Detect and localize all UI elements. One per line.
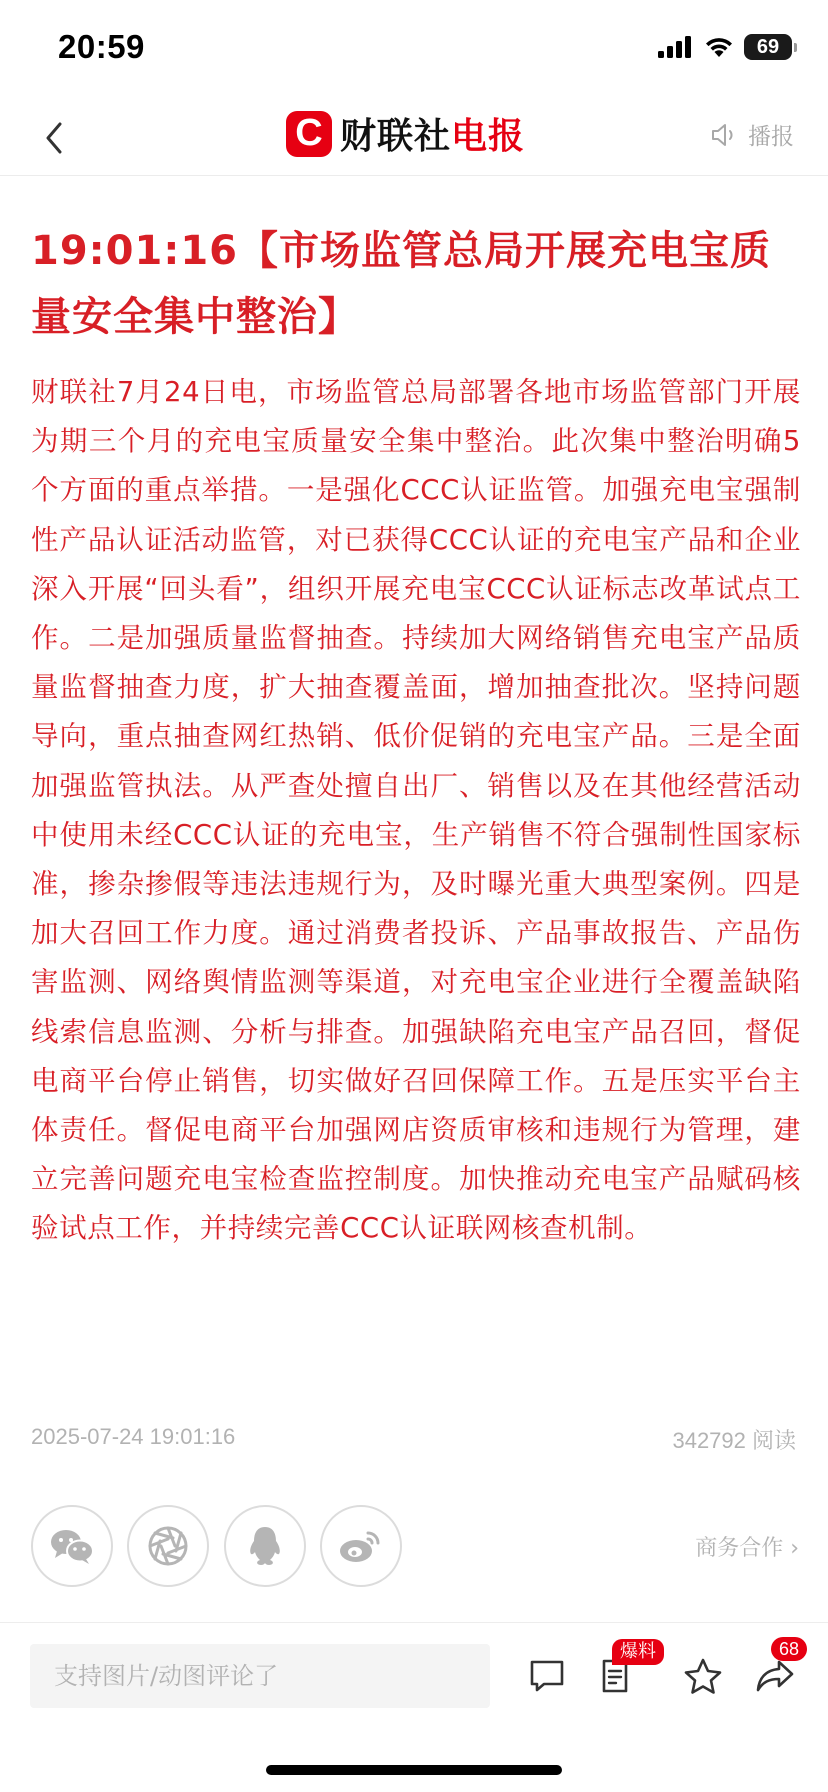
brand-name <box>340 108 525 159</box>
status-icons <box>658 34 792 60</box>
comment-button[interactable] <box>524 1653 570 1699</box>
wechat-icon <box>49 1527 95 1565</box>
back-button[interactable] <box>34 116 74 160</box>
weibo-icon <box>338 1527 384 1565</box>
business-cooperation-link[interactable]: 商务合作 › <box>695 1536 799 1561</box>
brand-logo <box>286 108 525 159</box>
cellular-signal-icon <box>658 36 694 58</box>
brand-name-accent: 电报 <box>451 116 526 157</box>
chevron-left-icon <box>45 122 63 154</box>
comment-bubble-icon <box>528 1658 566 1694</box>
bottom-action-bar <box>0 1622 828 1792</box>
share-row <box>31 1505 801 1587</box>
article-headline: 19:01:16【市场监管总局开展充电宝质量安全集中整治】 <box>31 228 771 340</box>
read-count: 342792 阅读 <box>672 1428 796 1453</box>
article <box>31 218 801 1254</box>
article-body: 财联社7月24日电，市场监管总局部署各地市场监管部门开展为期三个月的充电宝质量安全集中整治。此次集中整治明确5个方面的重点举措。一是强化CCC认证监管。加强充电宝强制性产品认证活动监管，对已获得CCC认证的充电宝产品和企业深入开展“回头看”，组织开展充电宝CCC认证标志改革试点工作。二是加强质量监督抽查。持续加大网络销售充电宝产品质量监督抽查力度，扩大抽查覆盖面，增加抽查批次。坚持问题导向，重点抽查网红热销、低价促销的充电宝产品。三是全面加强监管执法。从严查处擅自出厂、销售以及在其他经营活动中使用未经CCC认证的充电宝，生产销售不符合强制性国家标准，掺杂掺假等违法违规行为，及时曝光重大典型案例。四是加大召回工作力度。通过消费者投诉、产品事故报告、产品伤害监测、网络舆情监测等渠道，对充电宝企业进行全覆盖缺陷线索信息监测、分析与排查。加强缺陷充电宝产品召回，督促电商平台停止销售，切实做好召回保障工作。五是压实平台主体责任。督促电商平台加强网店资质审核和违规行为管理，建立完善问题充电宝检查监控制度。加快推动充电宝产品赋码核验试点工作，并持续完善CCC认证联网核查机制。 <box>31 376 801 1245</box>
broadcast-label: 播报 <box>748 124 794 150</box>
speaker-icon <box>710 122 740 148</box>
qq-penguin-icon <box>247 1525 283 1567</box>
brand-name-prefix: 财联社 <box>340 116 452 157</box>
nav-bar <box>0 100 828 176</box>
home-indicator[interactable] <box>266 1765 562 1775</box>
share-qq-button[interactable] <box>224 1505 306 1587</box>
moments-aperture-icon <box>147 1525 189 1567</box>
brand-logo-mark: C <box>286 111 332 157</box>
share-arrow-icon <box>755 1658 795 1694</box>
status-bar <box>0 0 828 100</box>
comment-input[interactable]: 支持图片/动图评论了 <box>30 1644 490 1708</box>
share-weibo-button[interactable] <box>320 1505 402 1587</box>
share-count-badge: 68 <box>771 1637 807 1661</box>
article-meta <box>31 1424 796 1455</box>
battery-indicator: 69 <box>744 34 792 60</box>
star-icon <box>683 1657 723 1695</box>
baoliao-tag: 爆料 <box>612 1639 664 1665</box>
share-wechat-button[interactable] <box>31 1505 113 1587</box>
publish-timestamp: 2025-07-24 19:01:16 <box>31 1424 236 1449</box>
broadcast-button[interactable] <box>710 118 794 151</box>
favorite-button[interactable] <box>680 1653 726 1699</box>
share-moments-button[interactable] <box>127 1505 209 1587</box>
status-time: 20:59 <box>58 28 145 65</box>
wifi-icon <box>704 36 734 58</box>
